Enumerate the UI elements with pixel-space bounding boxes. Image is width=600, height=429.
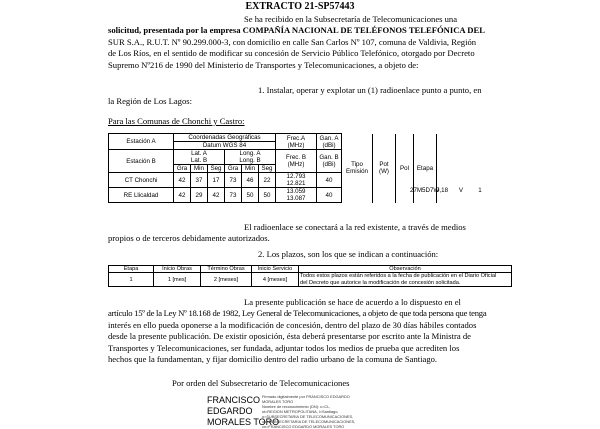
th-frec-b: Frec. B (MHz) (276, 150, 317, 173)
th-lat-min: Min (191, 165, 208, 173)
deadlines-table (108, 265, 512, 287)
closing-line: Por orden del Subsecretario de Telecomunicaciones (172, 378, 350, 388)
th-lat-gra: Gra (174, 165, 191, 173)
th-lon-min: Min (242, 165, 259, 173)
extract-title: EXTRACTO 21-SP57443 (245, 1, 355, 12)
pot-value: 0,18 (435, 187, 449, 194)
th-pot: Pot (W) (373, 134, 396, 203)
th-lat-seg: Seg (208, 165, 225, 173)
intro-line: solicitud, presentada por la empresa COMPAÑÍA NACIONAL DE TELÉFONOS TELEFÓNICA DEL (108, 25, 485, 36)
tipo-emision-value: 27M5D7W (410, 187, 440, 194)
item-1: 1. Instalar, operar y explotar un (1) radioenlace punto a punto, en (258, 85, 482, 95)
table-row: RE Llicaldad 42 29 42 73 50 50 13.059 13.087 40 (109, 188, 437, 203)
item-1-cont: la Región de Los Lagos: (108, 96, 193, 106)
th-gan-a: Gan. A (dBi) (317, 134, 342, 150)
communes-subheading: Para las Comunas de Chonchi y Castro: (108, 116, 245, 126)
th-estacion-a: Estación A (109, 134, 174, 150)
th-estacion-b: Estación B (109, 150, 174, 173)
th-lon-gra: Gra (225, 165, 242, 173)
intro-line: Se ha recibido en la Subsecretaría de Telecomunicaciones una (244, 14, 458, 24)
th-datum: Datum WGS 84 (174, 142, 276, 150)
table-row: 1 1 [mes] 2 [meses] 4 [meses] Todos estos plazos están referidos a la fecha de publicación en el Diario Oficial del Decreto que autorice la modificación de concesión solicitada. (109, 273, 512, 287)
intro-line: Supremo Nº216 de 1990 del Ministerio de Transportes y Telecomunicaciones, a objeto de: (108, 59, 419, 70)
signature-name: FRANCISCO EDGARDO MORALES TORO (207, 395, 280, 427)
th-lat: Lat. A Lat. B (174, 150, 225, 165)
intro-line: SUR S.A., R.U.T. Nº 90.299.000-3, con domicilio en calle San Carlos Nº 107, comuna de Valdivia, Región (108, 36, 477, 47)
th-pol: Pol (396, 134, 414, 203)
table-row: CT Chonchi 42 37 17 73 46 22 12.793 12.821 40 (109, 173, 437, 188)
th-tipo: Tipo Emisión (342, 134, 373, 203)
item-2: 2. Los plazos, son los que se indican a continuación: (258, 249, 439, 259)
table-header-row: Etapa Inicio Obras Término Obras Inicio Servicio Observación (109, 266, 512, 273)
th-coord: Coordenadas Geográficas (174, 134, 276, 142)
radiolink-table (108, 133, 440, 203)
th-etapa: Etapa (414, 134, 437, 203)
radiolink-paragraph: El radioenlace se conectará a la red existente, a través de medios propios o de terceros debidamente autorizados. (108, 222, 466, 244)
legal-paragraph: La presente publicación se hace de acuerdo a lo dispuesto en el artículo 15º de la Ley Nº 18.168 de 1982, Ley General de Telecomunicaciones, a objeto de que toda persona que tenga interés en ello pueda oponerse a la modificación de concesión, dentro del plazo de 30 días hábiles contados desde la presente publicación. De existir oposición, ésta deberá presentarse por escrito ante la Ministra de Transportes y Telecomunicaciones, ser fundada, adjuntar todos los medios de prueba que acrediten los hechos que la fundamentan, y fijar domicilio dentro del radio urbano de la comuna de Santiago. (108, 297, 487, 365)
th-frec-a: Frec.A (MHz) (276, 134, 317, 150)
th-long: Long. A Long. B (225, 150, 276, 165)
pol-value: V (458, 187, 464, 194)
th-gan-b: Gan. B (dBi) (317, 150, 342, 173)
etapa-value: 1 (478, 187, 482, 194)
intro-paragraph (108, 14, 516, 71)
digital-signature-text: Firmado digitalmente por FRANCISCO EDGARDO MORALES TORO Nombre de reconocimiento (DN): c=CL, st=REGION METROPOLITANA, l=Santiago, o=SUBSECRETARIA DE TELECOMUNICACIONES, ou=SUBSECRETARIA DE TELECOMUNICACIONES, cn=FRANCISCO EDGARDO MORALES TORO (262, 394, 356, 429)
th-lon-seg: Seg (259, 165, 276, 173)
intro-line: de Los Ríos, en el sentido de modificar su concesión de Servicio Público Telefónico, otorgado por Decreto (108, 48, 475, 59)
